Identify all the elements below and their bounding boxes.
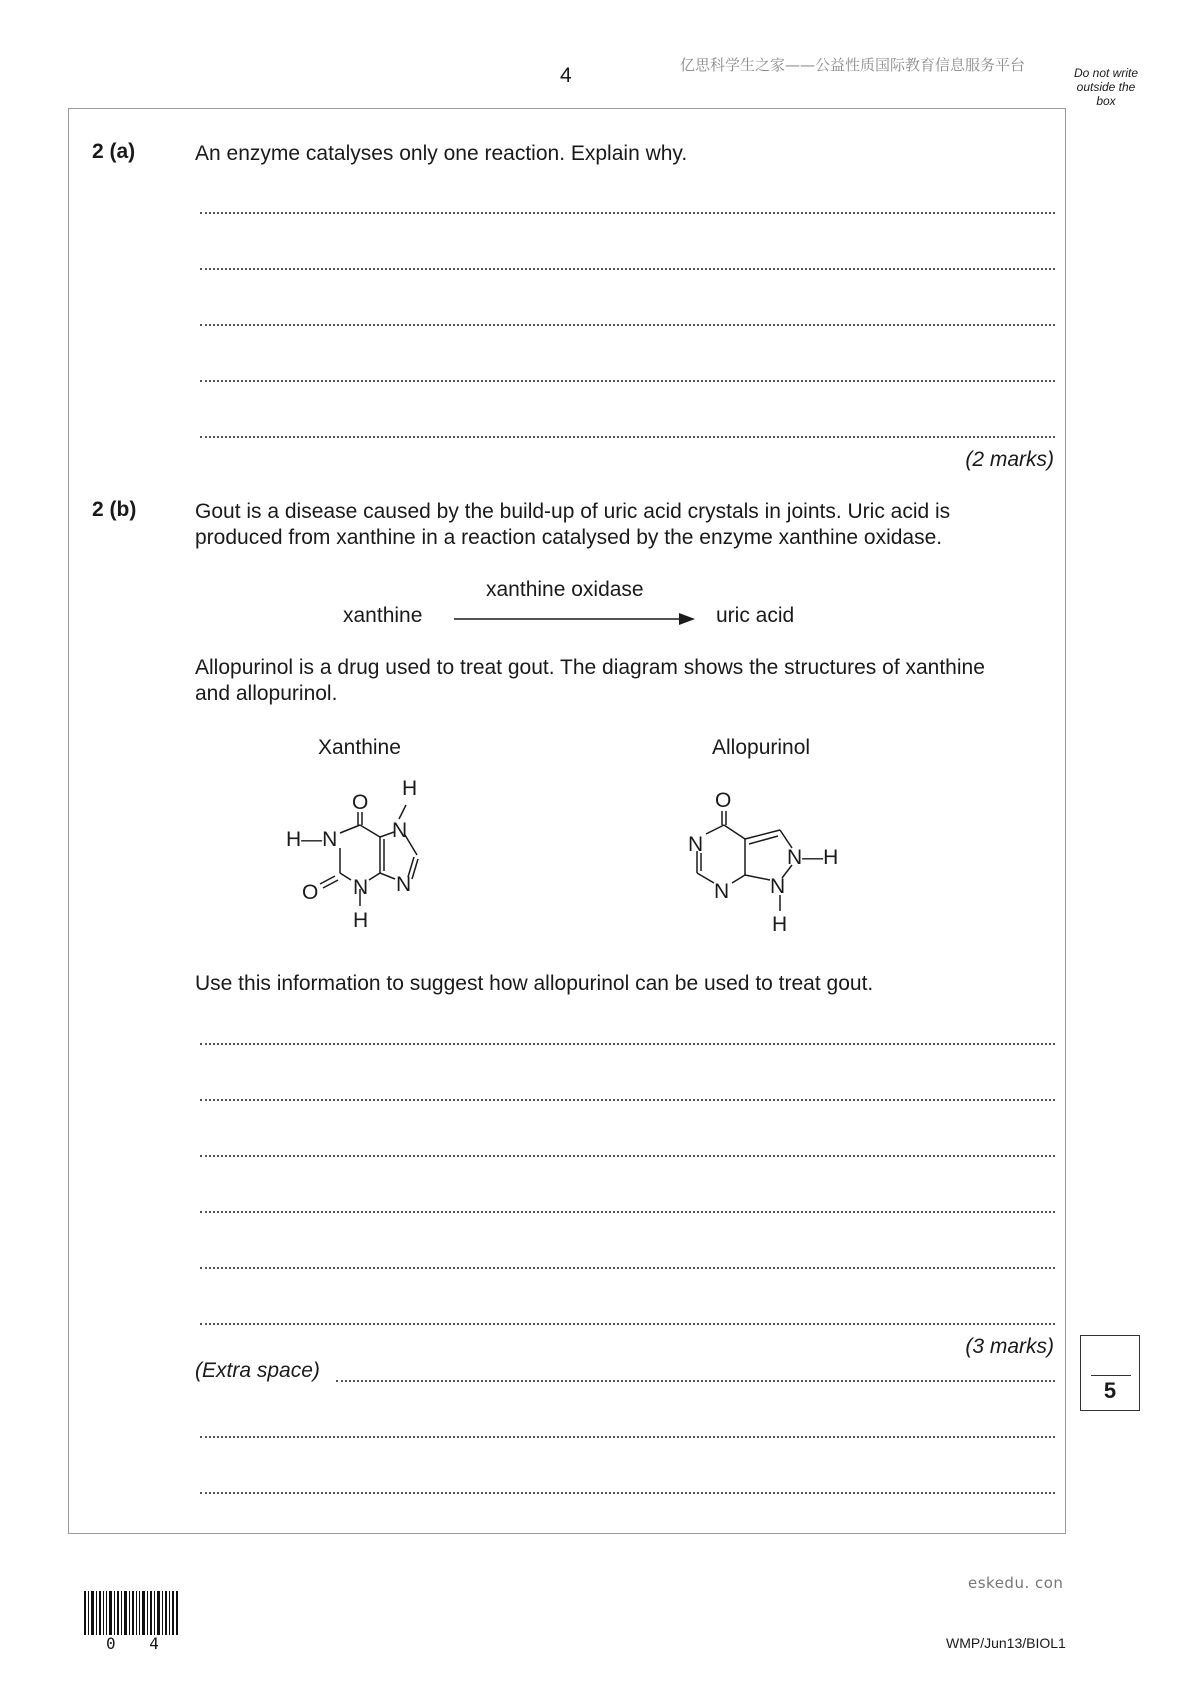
watermark-text: 亿思科学生之家——公益性质国际教育信息服务平台 <box>680 56 1026 74</box>
answer-line[interactable] <box>200 1267 1055 1269</box>
question-2b-prompt: Use this information to suggest how allopurinol can be used to treat gout. <box>195 972 874 995</box>
allopurinol-atom-o: O <box>715 789 732 812</box>
xanthine-atom-n-right-top: N <box>392 819 408 842</box>
answer-line[interactable] <box>336 1380 1055 1382</box>
answer-line[interactable] <box>200 1211 1055 1213</box>
footer-code: WMP/Jun13/BIOL1 <box>946 1635 1066 1651</box>
xanthine-atom-n-bottom: N <box>353 876 369 899</box>
question-2b-intro-line2: produced from xanthine in a reaction catalysed by the enzyme xanthine oxidase. <box>195 526 943 549</box>
marks-2a: (2 marks) <box>965 448 1054 471</box>
question-2a-prompt: An enzyme catalyses only one reaction. Explain why. <box>195 142 688 165</box>
score-box <box>1080 1335 1140 1411</box>
question-number-2b: 2 (b) <box>92 498 137 521</box>
footer-site: eskedu. con <box>968 1574 1064 1592</box>
answer-line[interactable] <box>200 1492 1055 1494</box>
xanthine-atom-o-left: O <box>302 881 319 904</box>
allopurinol-atom-n-left: N <box>688 833 704 856</box>
answer-line[interactable] <box>200 380 1055 382</box>
xanthine-atom-h-top: H <box>402 777 418 800</box>
answer-line[interactable] <box>200 1099 1055 1101</box>
answer-line[interactable] <box>200 1436 1055 1438</box>
reaction-arrow <box>452 608 697 630</box>
allopurinol-atom-nh: N—H <box>787 846 839 869</box>
question-2b-intro-line1: Gout is a disease caused by the build-up of uric acid crystals in joints. Uric acid is <box>195 500 951 523</box>
score-box-divider <box>1091 1375 1131 1376</box>
barcode-icon <box>84 1591 178 1635</box>
allopurinol-atom-n-lower: N <box>770 875 786 898</box>
allopurinol-structure-diagram <box>670 765 870 950</box>
reaction-substrate-label: xanthine <box>343 604 423 627</box>
xanthine-atom-n-right-bottom: N <box>396 873 412 896</box>
extra-space-label: (Extra space) <box>195 1359 320 1382</box>
barcode-number: 0 4 <box>106 1634 171 1653</box>
answer-line[interactable] <box>200 436 1055 438</box>
page-number: 4 <box>560 64 572 87</box>
score-box-total: 5 <box>1103 1378 1117 1403</box>
xanthine-label: Xanthine <box>318 736 401 759</box>
allopurinol-atom-n-bottom: N <box>714 880 730 903</box>
xanthine-atom-h-bottom: H <box>353 909 369 932</box>
answer-line[interactable] <box>200 1155 1055 1157</box>
answer-line[interactable] <box>200 268 1055 270</box>
answer-frame <box>68 108 1066 1534</box>
diagram-intro-line2: and allopurinol. <box>195 682 338 705</box>
margin-note: Do not write outside the box <box>1073 66 1139 108</box>
xanthine-structure-diagram <box>270 765 470 950</box>
xanthine-atom-hn: H—N <box>286 828 338 851</box>
question-number-2a: 2 (a) <box>92 140 136 163</box>
answer-line[interactable] <box>200 1043 1055 1045</box>
allopurinol-label: Allopurinol <box>712 736 811 759</box>
marks-2b: (3 marks) <box>965 1335 1054 1358</box>
answer-line[interactable] <box>200 212 1055 214</box>
diagram-intro-line1: Allopurinol is a drug used to treat gout. The diagram shows the structures of xanthine <box>195 656 985 679</box>
xanthine-atom-o-top: O <box>352 791 369 814</box>
reaction-product-label: uric acid <box>716 604 795 627</box>
answer-line[interactable] <box>200 1323 1055 1325</box>
answer-line[interactable] <box>200 324 1055 326</box>
allopurinol-atom-h-bottom: H <box>772 913 788 936</box>
reaction-enzyme-label: xanthine oxidase <box>486 578 644 601</box>
